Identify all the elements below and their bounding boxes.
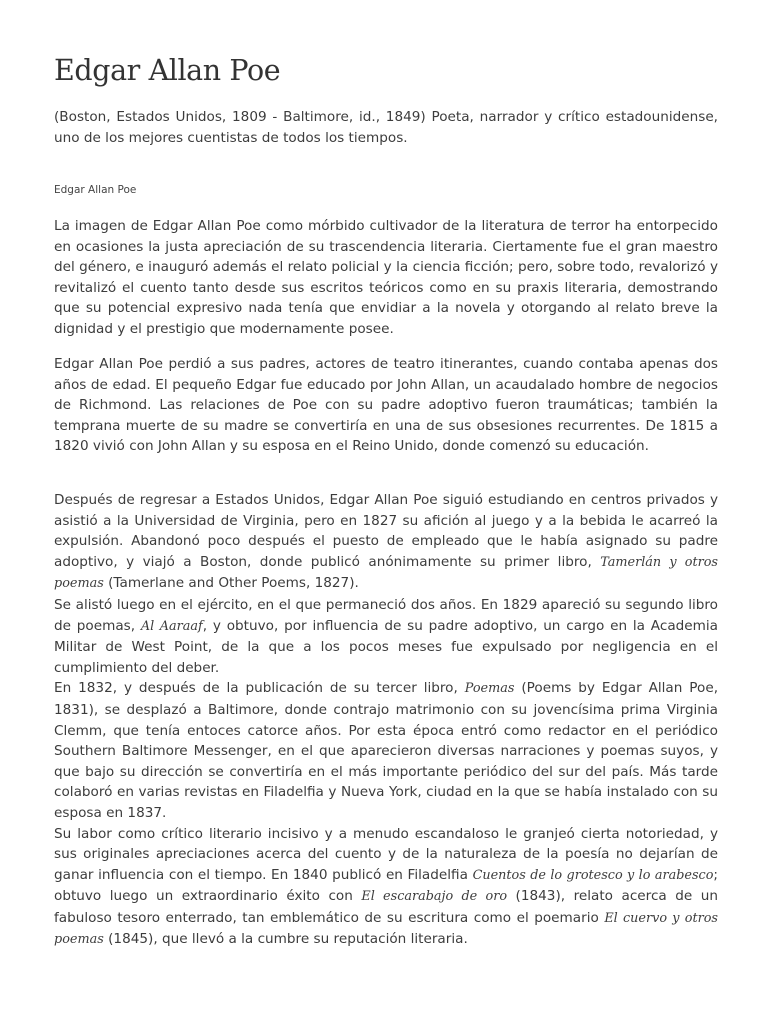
book-title-poemas: Poemas — [464, 681, 515, 697]
text-run: Se alistó luego en el ejército, en el que permaneció dos años. En 1829 apareció su segundo libro de poemas, — [54, 596, 718, 634]
page-title: Edgar Allan Poe — [54, 54, 281, 87]
image-caption: Edgar Allan Poe — [54, 184, 137, 196]
book-title-al-aaraaf: Al Aaraaf — [140, 618, 203, 634]
paragraph-3a — [54, 490, 718, 595]
paragraph-3c — [54, 678, 718, 823]
book-title-escarabajo: El escarabajo de oro — [361, 889, 508, 905]
paragraph-1: La imagen de Edgar Allan Poe como mórbido cultivador de la literatura de terror ha entorpecido en ocasiones la justa apreciación de su trascendencia literaria. Ciertamente fue el gran maestro del género, e inauguró además el relato policial y la ciencia ficción; pero, sobre todo, revalorizó y revitalizó el cuento tanto desde sus escritos teóricos como en su praxis literaria, demostrando que su potencial expresivo nada tenía que envidiar a la novela y otorgando al relato breve la dignidad y el prestigio que modernamente posee. — [54, 218, 718, 337]
text-run: , y obtuvo, por influencia de su padre adoptivo, un cargo en la Academia Militar de West Point, de la que a los pocos meses fue expulsado por negligencia en el cumplimiento del deber. — [54, 617, 719, 676]
intro-paragraph: (Boston, Estados Unidos, 1809 - Baltimore, id., 1849) Poeta, narrador y crítico estadounidense, uno de los mejores cuentistas de todos los tiempos. — [54, 109, 718, 146]
text-run: En 1832, y después de la publicación de su tercer libro, — [54, 680, 465, 697]
paragraph-2: Edgar Allan Poe perdió a sus padres, actores de teatro itinerantes, cuando contaba apenas dos años de edad. El pequeño Edgar fue educado por John Allan, un acaudalado hombre de negocios de Richmond. Las relaciones de Poe con su padre adoptivo fueron traumáticas; también la temprana muerte de su madre se convertiría en una de sus obsesiones recurrentes. De 1815 a 1820 vivió con John Allan y su esposa en el Reino Unido, donde comenzó su educación. — [54, 356, 718, 455]
book-title-tamerlan: Tamerlán y otros poemas — [54, 554, 718, 592]
paragraph-3b — [54, 595, 718, 678]
book-title-cuervo: El cuervo y otros poemas — [54, 910, 718, 948]
book-title-cuentos: Cuentos de lo grotesco y lo arabesco — [472, 867, 714, 883]
text-run: ; obtuvo luego un extraordinario éxito con — [54, 866, 718, 905]
text-run: Después de regresar a Estados Unidos, Edgar Allan Poe siguió estudiando en centros privados y asistió a la Universidad de Virginia, pero en 1827 su afición al juego y a la bebida le acarreó la expulsión. Abandonó poco después el puesto de empleado que le había asignado su padre adoptivo, y viajó a Boston, donde publicó anónimamente su primer libro, — [54, 492, 718, 570]
paragraph-group-3 — [54, 490, 718, 951]
text-run: Su labor como crítico literario incisivo y a menudo escandaloso le granjeó cierta notoriedad, y sus originales apreciaciones acerca del cuento y de la naturaleza de la poesía no dejarían de ganar influencia con el tiempo. En 1840 publicó en Filadelfia — [54, 825, 718, 883]
paragraph-3d — [54, 824, 718, 952]
text-run: (1843), relato acerca de un fabuloso tesoro enterrado, tan emblemático de su escritura como el poemario — [54, 888, 718, 926]
text-run: (1845), que llevó a la cumbre su reputación literaria. — [103, 931, 468, 948]
text-run: (Poems by Edgar Allan Poe, 1831), se desplazó a Baltimore, donde contrajo matrimonio con su jovencísima prima Virginia Clemm, que tenía entoces catorce años. Por esta época entró como redactor en el periódico Southern Baltimore Messenger, en el que aparecieron diversas narraciones y poemas suyos, y que bajo su dirección se convertiría en el más importante periódico del sur del país. Más tarde colaboró en varias revistas en Filadelfia y Nueva York, ciudad en la que se había instalado con su esposa en 1837. — [54, 680, 719, 821]
text-run: (Tamerlane and Other Poems, 1827). — [103, 575, 359, 592]
